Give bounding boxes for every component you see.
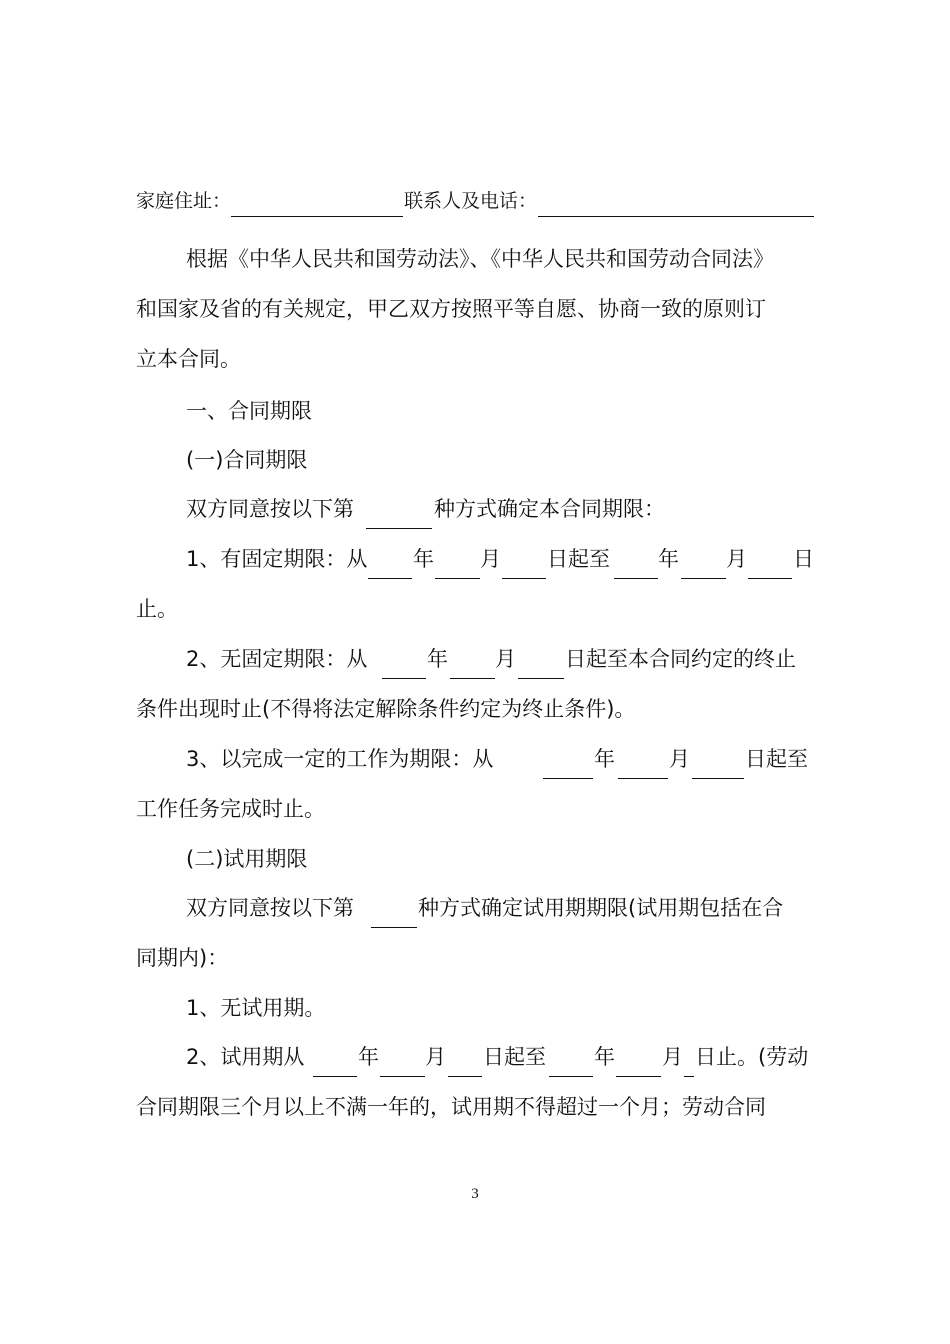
opt1-label: 1、有固定期限：从 [186,547,368,571]
probation-opt2-year2-blank[interactable] [549,1076,593,1077]
probation-prefix: 双方同意按以下第 [186,896,354,920]
opt1-month2: 月 [726,547,747,571]
probation-opt2-label: 2、试用期从 [186,1045,305,1069]
opt1-year2-blank[interactable] [614,578,658,579]
probation-opt2-month: 月 [425,1045,446,1069]
opt2-month-blank[interactable] [450,678,495,679]
opt3-line2: 工作任务完成时止。 [136,797,325,821]
probation-line2: 同期内)： [136,946,229,970]
opt3-label: 3、以完成一定的工作为期限：从 [186,747,494,771]
probation-opt2-year: 年 [358,1045,379,1069]
opt1-month2-blank[interactable] [681,578,726,579]
intro-line-3: 立本合同。 [136,347,241,371]
opt3-day-blank[interactable] [692,778,744,779]
probation-opt2-month-blank[interactable] [380,1076,425,1077]
opt2-cont: 日起至本合同约定的终止 [565,647,796,671]
choose-blank[interactable] [366,528,432,529]
probation-opt1: 1、无试用期。 [186,996,326,1020]
probation-opt2-month2: 月 [662,1045,683,1069]
probation-opt2-month2-blank[interactable] [616,1076,661,1077]
opt1-day2-blank[interactable] [748,578,792,579]
probation-opt2-day-from: 日起至 [483,1045,546,1069]
page-number: 3 [471,1186,479,1202]
opt1-year: 年 [413,547,434,571]
intro-line-1: 根据《中华人民共和国劳动法》、《中华人民共和国劳动合同法》 [186,247,774,271]
section-heading: 一、合同期限 [186,399,312,423]
probation-opt2-year2: 年 [594,1045,615,1069]
opt2-year: 年 [427,647,448,671]
probation-opt2-day-blank[interactable] [448,1076,482,1077]
opt1-month: 月 [480,547,501,571]
opt2-line2: 条件出现时止(不得将法定解除条件约定为终止条件)。 [136,697,636,721]
choose-suffix: 种方式确定本合同期限： [434,497,665,521]
opt3-cont: 日起至 [745,747,808,771]
opt3-year-blank[interactable] [543,778,593,779]
opt3-month: 月 [669,747,690,771]
contact-blank[interactable] [538,216,814,217]
opt1-day-end: 日 [793,547,814,571]
opt1-end: 止。 [136,597,178,621]
probation-opt2-day2-blank[interactable] [684,1076,694,1077]
home-address-label: 家庭住址： [136,190,232,212]
opt2-month: 月 [495,647,516,671]
opt1-day-from: 日起至 [547,547,610,571]
contact-label: 联系人及电话： [404,190,538,212]
opt1-year-blank[interactable] [368,578,412,579]
probation-opt2-year-blank[interactable] [313,1076,357,1077]
probation-opt2-cont: 日止。(劳动 [695,1045,809,1069]
opt2-day-blank[interactable] [518,678,564,679]
home-address-blank[interactable] [231,216,403,217]
opt1-day-blank[interactable] [502,578,546,579]
opt2-year-blank[interactable] [382,678,426,679]
opt1-year2: 年 [658,547,679,571]
probation-suffix: 种方式确定试用期期限(试用期包括在合 [418,896,784,920]
probation-opt2-line2: 合同期限三个月以上不满一年的，试用期不得超过一个月；劳动合同 [136,1095,766,1119]
intro-line-2: 和国家及省的有关规定，甲乙双方按照平等自愿、协商一致的原则订 [136,297,766,321]
choose-prefix: 双方同意按以下第 [186,497,354,521]
opt2-label: 2、无固定期限：从 [186,647,368,671]
subsection-heading-2: (二)试用期限 [186,847,308,871]
opt3-year: 年 [594,747,615,771]
subsection-heading-1: (一)合同期限 [186,448,308,472]
probation-blank[interactable] [371,927,417,928]
opt1-month-blank[interactable] [435,578,480,579]
opt3-month-blank[interactable] [618,778,668,779]
